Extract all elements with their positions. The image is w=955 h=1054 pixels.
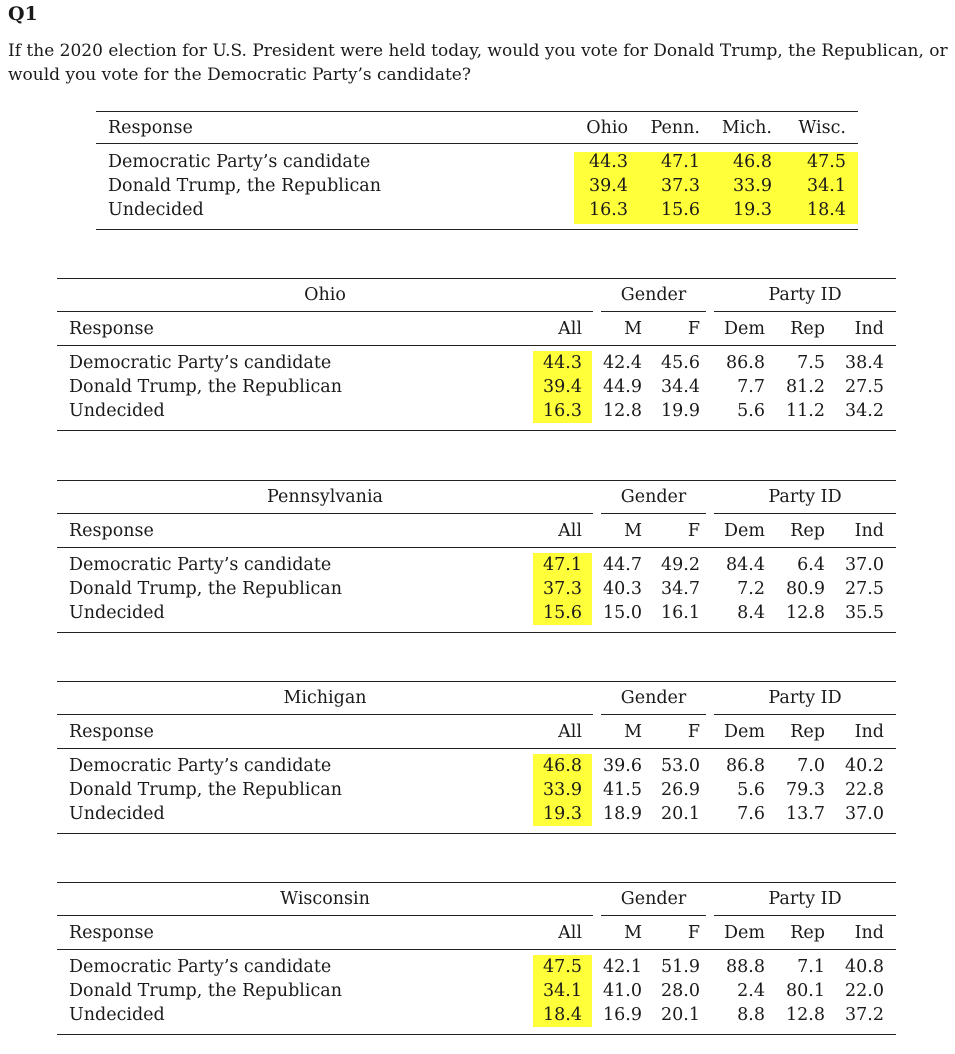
state-table-pennsylvania [57, 480, 896, 633]
table-cell: 53.0 [661, 756, 700, 776]
state-table-ohio [57, 278, 896, 431]
column-header-m: M [624, 923, 642, 943]
table-cell: 41.5 [603, 780, 642, 800]
gender-group-rule [601, 915, 706, 916]
state-header-rule [57, 748, 896, 749]
party-group-rule [714, 311, 896, 312]
summary-row-label: Donald Trump, the Republican [108, 176, 381, 196]
column-header-rep: Rep [790, 319, 825, 339]
column-header-f: F [687, 521, 700, 541]
party-group-label: Party ID [768, 487, 842, 507]
gender-group-label: Gender [620, 889, 687, 909]
summary-cell: 39.4 [589, 176, 628, 196]
summary-cell: 15.6 [661, 200, 700, 220]
table-cell: 12.8 [603, 401, 642, 421]
table-cell: 6.4 [797, 555, 825, 575]
gender-group-label: Gender [620, 487, 687, 507]
state-title-rule [57, 714, 593, 715]
state-name: Pennsylvania [267, 487, 383, 507]
gender-group-label: Gender [620, 285, 687, 305]
party-group-label: Party ID [768, 285, 842, 305]
row-label: Donald Trump, the Republican [69, 377, 342, 397]
table-cell: 33.9 [543, 780, 582, 800]
party-group-label: Party ID [768, 889, 842, 909]
column-header-ind: Ind [854, 521, 884, 541]
table-cell: 34.2 [845, 401, 884, 421]
summary-cell: 47.5 [807, 152, 846, 172]
table-cell: 80.9 [786, 579, 825, 599]
table-cell: 37.0 [845, 804, 884, 824]
row-label: Undecided [69, 804, 165, 824]
state-header-rule [57, 949, 896, 950]
table-cell: 37.3 [543, 579, 582, 599]
state-name: Wisconsin [280, 889, 370, 909]
row-label: Democratic Party’s candidate [69, 555, 332, 575]
row-label: Democratic Party’s candidate [69, 353, 332, 373]
summary-cell: 46.8 [733, 152, 772, 172]
row-label: Democratic Party’s candidate [69, 756, 332, 776]
state-header-rule [57, 547, 896, 548]
table-cell: 42.1 [603, 957, 642, 977]
table-cell: 37.2 [845, 1005, 884, 1025]
summary-header-rule [96, 143, 858, 144]
column-header-all: All [558, 521, 582, 541]
state-table-wisconsin [57, 882, 896, 1035]
summary-row-label: Democratic Party’s candidate [108, 152, 371, 172]
table-cell: 44.3 [543, 353, 582, 373]
table-cell: 8.4 [737, 603, 765, 623]
column-header-dem: Dem [724, 319, 765, 339]
table-cell: 19.3 [543, 804, 582, 824]
row-label: Undecided [69, 401, 165, 421]
state-title-rule [57, 311, 593, 312]
column-header-response: Response [69, 923, 154, 943]
table-cell: 79.3 [786, 780, 825, 800]
gender-group-rule [601, 311, 706, 312]
column-header-dem: Dem [724, 923, 765, 943]
table-cell: 20.1 [661, 804, 700, 824]
column-header-all: All [558, 923, 582, 943]
summary-cell: 33.9 [733, 176, 772, 196]
table-cell: 7.1 [797, 957, 825, 977]
state-header-rule [57, 345, 896, 346]
party-group-rule [714, 714, 896, 715]
table-cell: 22.0 [845, 981, 884, 1001]
gender-group-rule [601, 714, 706, 715]
table-cell: 37.0 [845, 555, 884, 575]
column-header-m: M [624, 521, 642, 541]
summary-cell: 19.3 [733, 200, 772, 220]
table-cell: 16.1 [661, 603, 700, 623]
table-cell: 5.6 [737, 401, 765, 421]
question-text: If the 2020 election for U.S. President were held today, would you vote for Donald Trump, the Republican, or would you vote for the Democratic Party’s candidate? [8, 41, 948, 85]
summary-header-mich: Mich. [721, 118, 772, 138]
summary-cell: 47.1 [661, 152, 700, 172]
table-cell: 2.4 [737, 981, 765, 1001]
table-cell: 80.1 [786, 981, 825, 1001]
state-name: Michigan [283, 688, 367, 708]
summary-cell: 34.1 [807, 176, 846, 196]
summary-cell: 37.3 [661, 176, 700, 196]
party-group-label: Party ID [768, 688, 842, 708]
summary-cell: 18.4 [807, 200, 846, 220]
question-id: Q1 [8, 3, 38, 25]
table-cell: 15.0 [603, 603, 642, 623]
column-header-rep: Rep [790, 722, 825, 742]
column-header-response: Response [69, 722, 154, 742]
row-label: Democratic Party’s candidate [69, 957, 332, 977]
table-cell: 44.9 [603, 377, 642, 397]
column-header-rep: Rep [790, 521, 825, 541]
table-cell: 40.8 [845, 957, 884, 977]
table-cell: 18.9 [603, 804, 642, 824]
table-cell: 11.2 [786, 401, 825, 421]
table-cell: 7.6 [737, 804, 765, 824]
row-label: Donald Trump, the Republican [69, 981, 342, 1001]
table-cell: 16.9 [603, 1005, 642, 1025]
table-cell: 86.8 [726, 353, 765, 373]
table-cell: 15.6 [543, 603, 582, 623]
table-cell: 49.2 [661, 555, 700, 575]
table-cell: 40.2 [845, 756, 884, 776]
column-header-dem: Dem [724, 521, 765, 541]
gender-group-rule [601, 513, 706, 514]
table-cell: 18.4 [543, 1005, 582, 1025]
column-header-f: F [687, 923, 700, 943]
row-label: Donald Trump, the Republican [69, 579, 342, 599]
table-cell: 34.7 [661, 579, 700, 599]
summary-cell: 16.3 [589, 200, 628, 220]
table-cell: 27.5 [845, 377, 884, 397]
gender-group-label: Gender [620, 688, 687, 708]
table-cell: 42.4 [603, 353, 642, 373]
summary-header-response: Response [108, 118, 193, 138]
table-cell: 8.8 [737, 1005, 765, 1025]
state-table-michigan [57, 681, 896, 834]
table-cell: 28.0 [661, 981, 700, 1001]
table-cell: 27.5 [845, 579, 884, 599]
state-name: Ohio [304, 285, 346, 305]
table-cell: 12.8 [786, 1005, 825, 1025]
table-cell: 39.6 [603, 756, 642, 776]
table-cell: 20.1 [661, 1005, 700, 1025]
state-title-rule [57, 915, 593, 916]
column-header-all: All [558, 722, 582, 742]
table-cell: 34.4 [661, 377, 700, 397]
table-cell: 7.0 [797, 756, 825, 776]
column-header-f: F [687, 319, 700, 339]
summary-header-penn: Penn. [650, 118, 700, 138]
table-cell: 38.4 [845, 353, 884, 373]
table-cell: 40.3 [603, 579, 642, 599]
table-cell: 16.3 [543, 401, 582, 421]
party-group-rule [714, 513, 896, 514]
column-header-m: M [624, 722, 642, 742]
table-cell: 84.4 [726, 555, 765, 575]
summary-row-label: Undecided [108, 200, 204, 220]
column-header-response: Response [69, 319, 154, 339]
column-header-ind: Ind [854, 319, 884, 339]
party-group-rule [714, 915, 896, 916]
column-header-response: Response [69, 521, 154, 541]
table-cell: 81.2 [786, 377, 825, 397]
table-cell: 7.7 [737, 377, 765, 397]
table-cell: 46.8 [543, 756, 582, 776]
table-cell: 47.5 [543, 957, 582, 977]
column-header-m: M [624, 319, 642, 339]
column-header-dem: Dem [724, 722, 765, 742]
summary-cell: 44.3 [589, 152, 628, 172]
table-cell: 7.5 [797, 353, 825, 373]
table-cell: 51.9 [661, 957, 700, 977]
column-header-rep: Rep [790, 923, 825, 943]
table-cell: 26.9 [661, 780, 700, 800]
table-cell: 19.9 [661, 401, 700, 421]
column-header-f: F [687, 722, 700, 742]
table-cell: 12.8 [786, 603, 825, 623]
table-cell: 22.8 [845, 780, 884, 800]
table-cell: 35.5 [845, 603, 884, 623]
summary-header-wisc: Wisc. [798, 118, 846, 138]
table-cell: 86.8 [726, 756, 765, 776]
state-title-rule [57, 513, 593, 514]
summary-header-ohio: Ohio [586, 118, 628, 138]
row-label: Undecided [69, 603, 165, 623]
column-header-ind: Ind [854, 923, 884, 943]
table-cell: 44.7 [603, 555, 642, 575]
row-label: Undecided [69, 1005, 165, 1025]
table-cell: 34.1 [543, 981, 582, 1001]
table-cell: 88.8 [726, 957, 765, 977]
summary-table [96, 111, 858, 230]
table-cell: 41.0 [603, 981, 642, 1001]
table-cell: 47.1 [543, 555, 582, 575]
column-header-all: All [558, 319, 582, 339]
table-cell: 39.4 [543, 377, 582, 397]
row-label: Donald Trump, the Republican [69, 780, 342, 800]
table-cell: 7.2 [737, 579, 765, 599]
table-cell: 5.6 [737, 780, 765, 800]
table-cell: 45.6 [661, 353, 700, 373]
table-cell: 13.7 [786, 804, 825, 824]
column-header-ind: Ind [854, 722, 884, 742]
